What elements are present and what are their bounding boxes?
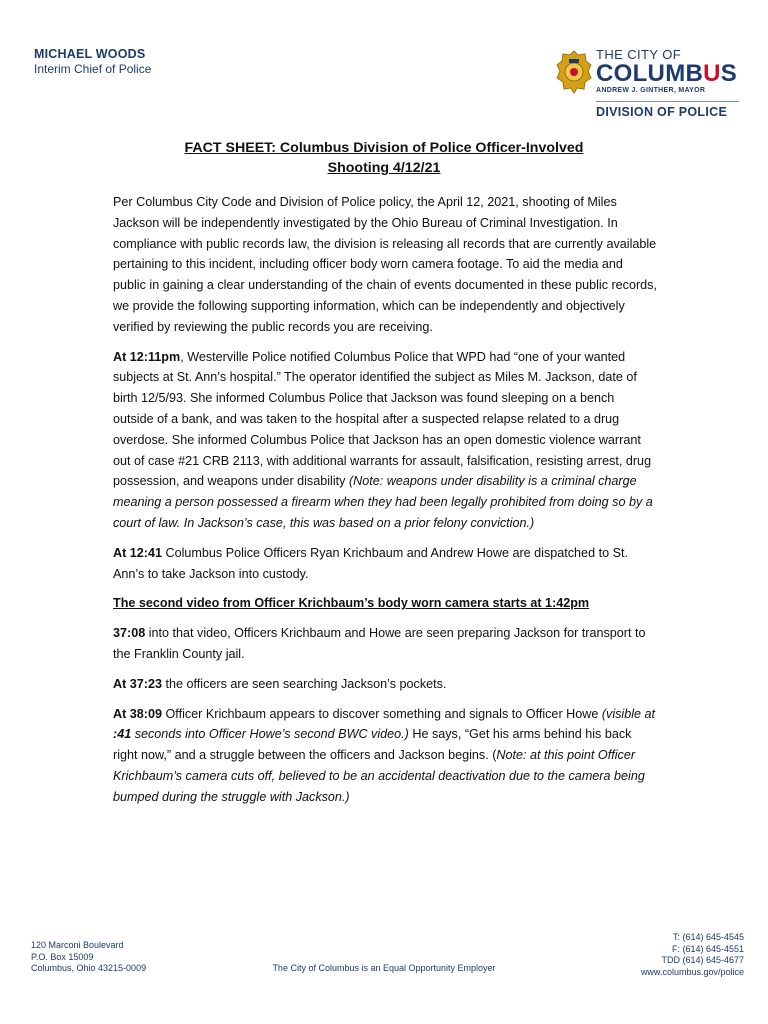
website-link[interactable]: www.columbus.gov/police xyxy=(640,966,744,977)
paragraph-3809-text-1: Officer Krichbaum appears to discover something and signals to Officer Howe xyxy=(162,706,602,721)
paragraph-1241 xyxy=(113,543,658,585)
paragraph-3708 xyxy=(113,623,658,665)
title-line-2: Shooting 4/12/21 xyxy=(327,160,441,176)
paragraph-3708-text: into that video, Officers Krichbaum and Howe are seen preparing Jackson for transport to the Franklin County jail. xyxy=(113,626,646,661)
time-3809: At 38:09 xyxy=(113,706,162,721)
columbus-text-b: S xyxy=(720,60,738,87)
footer-contact xyxy=(641,932,744,978)
phone-t: T: (614) 645-4545 xyxy=(672,932,744,942)
the-city-label: THE CITY OF xyxy=(596,47,682,62)
paragraph-3809-text-2: He says, “Get his arms behind his back right now,” and a struggle between the officers and Jackson begins. ( xyxy=(113,727,632,763)
paragraph-intro: Per Columbus City Code and Division of Police policy, the April 12, 2021, shooting of Miles Jackson will be independently investigated by the Ohio Bureau of Criminal Investigation. In compliance with public records law, the division is releasing all records that are currently available pertaining to this incident, including officer body worn camera footage. To aid the media and public in gaining a clear understanding of the chain of events documented in these public records, we provide the following supporting information, which can be independently and objectively verified by reviewing the public records you are receiving. xyxy=(113,195,657,334)
police-badge-icon xyxy=(556,50,592,94)
paragraph-1241-text: Columbus Police Officers Ryan Krichbaum and Andrew Howe are dispatched to St. Ann’s to take Jackson into custody. xyxy=(113,545,628,581)
time-3723: At 37:23 xyxy=(113,676,162,691)
columbus-text-a: COLUMB xyxy=(596,60,704,87)
paragraph-1211 xyxy=(113,347,658,534)
time-3708: 37:08 xyxy=(113,626,146,641)
phone-tdd: TDD (614) 645-4677 xyxy=(661,955,744,965)
mayor-label: ANDREW J. GINTHER, MAYOR xyxy=(596,87,706,94)
time-1241: At 12:41 xyxy=(113,545,162,560)
columbus-wordmark xyxy=(596,62,737,86)
address-line-1: 120 Marconi Boulevard xyxy=(31,940,124,950)
header-divider xyxy=(596,101,739,102)
columbus-text-u: U xyxy=(703,60,721,87)
paragraph-3809-note: Note: at this point Officer Krichbaum’s camera cuts off, believed to be an accidental deactivation due to the camera being bumped during the struggle with Jackson.) xyxy=(113,748,645,804)
title-line-1: FACT SHEET: Columbus Division of Police Officer-Involved xyxy=(184,140,584,156)
time-1211: At 12:11pm xyxy=(113,349,181,364)
paragraph-3809-italic-1: (visible at xyxy=(601,706,656,721)
document-title xyxy=(0,138,768,178)
address-line-2: P.O. Box 15009 xyxy=(31,951,94,962)
paragraph-3723 xyxy=(113,674,658,695)
address-line-3: Columbus, Ohio 43215-0009 xyxy=(31,963,147,973)
phone-f: F: (614) 645-4551 xyxy=(671,943,744,954)
paragraph-3809-italic-2: seconds into Officer Howe’s second BWC video.) xyxy=(131,727,409,742)
document-body xyxy=(113,192,658,817)
chief-title: Interim Chief of Police xyxy=(34,62,152,76)
paragraph-1211-text: , Westerville Police notified Columbus Police that WPD had “one of your wanted subjects at St. Ann’s hospital.” The operator identified the subject as Miles M. Jackson, date of birth 12/5/93. She informed Columbus Police that Jackson was found sleeping on a bench outside of a bank, and was taken to the hospital after a suspected relapse related to a drug overdose. She informed Columbus Police that Jackson has an open domestic violence warrant out of case #21 CRB 2113, with additional warrants for assault, falsification, resisting arrest, drug possession, and weapons under disability xyxy=(113,349,652,489)
video-subheading: The second video from Officer Krichbaum’s body worn camera starts at 1:42pm xyxy=(113,596,590,611)
paragraph-1211-note: (Note: weapons under disability is a criminal charge meaning a person possessed a firearm when they had been legally prohibited from doing so by a court of law. In Jackson’s case, this was based on a prior felony conviction.) xyxy=(113,474,653,530)
paragraph-3723-text: the officers are seen searching Jackson’s pockets. xyxy=(162,676,447,691)
chief-name: MICHAEL WOODS xyxy=(34,47,146,61)
division-label: DIVISION OF POLICE xyxy=(596,105,728,119)
city-wordmark xyxy=(596,48,737,96)
footer-eoe: The City of Columbus is an Equal Opportunity Employer xyxy=(272,963,496,973)
chief-block xyxy=(34,47,151,76)
paragraph-3809 xyxy=(113,704,658,808)
paragraph-3809-bold-italic: :41 xyxy=(113,727,132,742)
